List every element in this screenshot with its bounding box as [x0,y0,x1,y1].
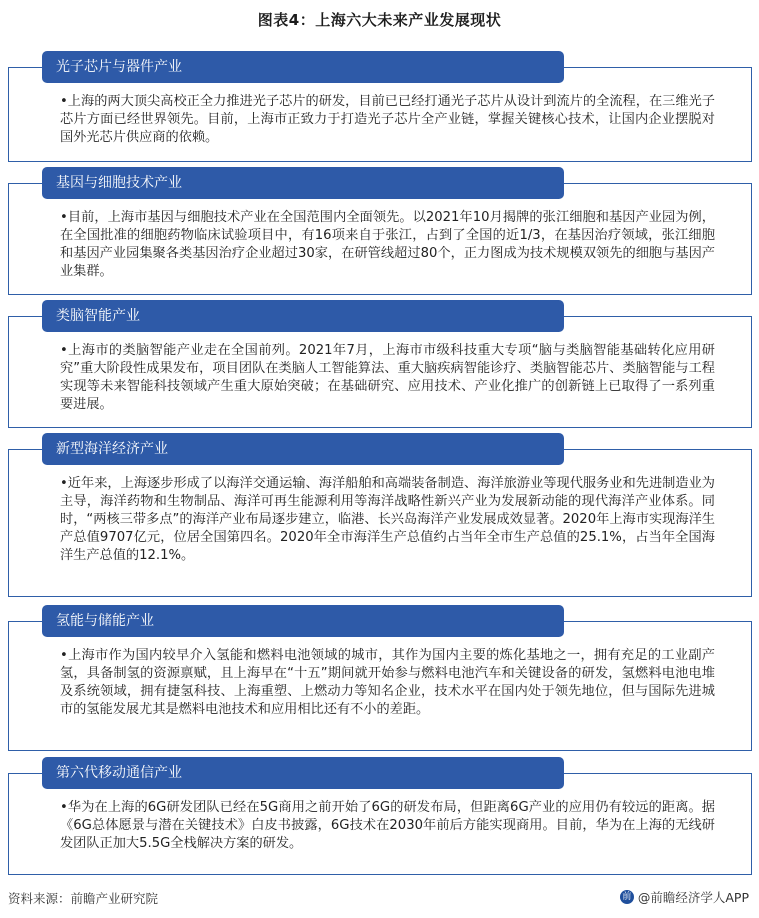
section-text: •上海的两大顶尖高校正全力推进光子芯片的研发，目前已已经打通光子芯片从设计到流片的全流程，在三维光子芯片方面已经世界领先。目前，上海市正致力于打造光子芯片全产业链，掌握关键核心技术，让国内企业摆脱对国外光芯片供应商的依赖。 [60,94,715,145]
section-gene-cell [0,167,759,295]
section-text: •目前，上海市基因与细胞技术产业在全国范围内全面领先。以2021年10月揭牌的张江细胞和基因产业园为例，在全国批准的细胞药物临床试验项目中，有16项来自于张江，占到了全国的近1/3，在基因治疗领域，张江细胞和基因产业园集聚各类基因治疗企业超过30家，在研管线超过80个，正力图成为技术规模双领先的细胞与基因产业集群。 [60,210,715,279]
brand-credit [620,888,749,906]
section-heading: 基因与细胞技术产业 [42,167,564,199]
brand-label: @前瞻经济学人APP [637,890,749,905]
section-heading: 新型海洋经济产业 [42,433,564,465]
section-hydrogen-storage [0,605,759,751]
section-heading: 类脑智能产业 [42,300,564,332]
section-brain-inspired [0,300,759,428]
section-text: •近年来，上海逐步形成了以海洋交通运输、海洋船舶和高端装备制造、海洋旅游业等现代服务业和先进制造业为主导，海洋药物和生物制品、海洋可再生能源利用等海洋战略性新兴产业为发展新动能的现代海洋产业体系。同时，“两核三带多点”的海洋产业布局逐步建立，临港、长兴岛海洋产业发展成效显著。2020年上海市实现海洋生产总值9707亿元，位居全国第四名。2020年全市海洋生产总值约占当年全市生产总值的25.1%，占当年全国海洋生产总值的12.1%。 [60,476,715,563]
brand-logo-icon: 前 [620,890,634,904]
section-heading: 第六代移动通信产业 [42,757,564,789]
section-photonic-chips [0,51,759,162]
section-marine-economy [0,433,759,597]
section-heading: 光子芯片与器件产业 [42,51,564,83]
page-title: 图表4：上海六大未来产业发展现状 [257,11,502,29]
section-heading: 氢能与储能产业 [42,605,564,637]
section-text: •上海市的类脑智能产业走在全国前列。2021年7月，上海市市级科技重大专项“脑与类脑智能基础转化应用研究”重大阶段性成果发布，项目团队在类脑人工智能算法、重大脑疾病智能诊疗、类脑智能芯片、类脑智能与工程实现等未来智能科技领域产生重大原始突破；在基础研究、应用技术、产业化推广的创新链上已取得了一系列重要进展。 [60,343,715,412]
section-6g [0,757,759,875]
section-text: •华为在上海的6G研发团队已经在5G商用之前开始了6G的研发布局，但距离6G产业的应用仍有较远的距离。据《6G总体愿景与潜在关键技术》白皮书披露，6G技术在2030年前后方能实现商用。目前，华为在上海的无线研发团队正加大5.5G全栈解决方案的研发。 [60,800,715,851]
source-note: 资料来源：前瞻产业研究院 [8,891,159,906]
section-text: •上海市作为国内较早介入氢能和燃料电池领域的城市，其作为国内主要的炼化基地之一，拥有充足的工业副产氢，具备制氢的资源禀赋，且上海早在“十五”期间就开始参与燃料电池汽车和关键设备的研发，氢燃料电池电堆及系统领域，拥有捷氢科技、上海重塑、上燃动力等知名企业，技术水平在国内处于领先地位，但与国际先进城市的氢能发展尤其是燃料电池技术和应用相比还有不小的差距。 [60,648,715,717]
